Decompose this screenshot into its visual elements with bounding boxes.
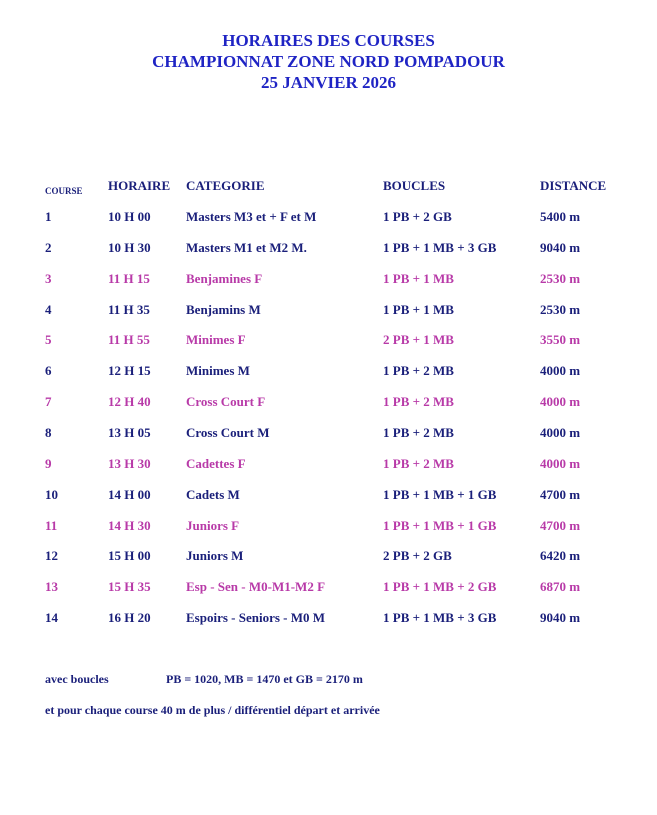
cell-horaire: 10 H 30 (108, 239, 151, 255)
cell-course: 9 (45, 455, 52, 471)
cell-distance: 9040 m (540, 239, 581, 255)
header-course: COURSE (45, 186, 83, 196)
cell-distance: 2530 m (540, 301, 581, 317)
cell-categorie: Cadettes F (186, 455, 246, 471)
title-line-3: 25 JANVIER 2026 (260, 73, 397, 92)
title-line-1: HORAIRES DES COURSES (222, 31, 435, 50)
cell-course: 5 (45, 332, 52, 348)
cell-boucles: 1 PB + 2 MB (383, 425, 454, 440)
cell-boucles: 2 PB + 2 GB (383, 548, 452, 564)
cell-horaire: 11 H 15 (108, 270, 150, 286)
header-boucles: BOUCLES (383, 178, 446, 193)
cell-categorie: Masters M1 et M2 M. (186, 239, 307, 255)
cell-categorie: Cross Court F (186, 394, 266, 410)
footer-boucles-label: avec boucles (45, 672, 109, 686)
footer-note: et pour chaque course 40 m de plus / différentiel départ et arrivée (45, 703, 380, 717)
cell-horaire: 11 H 55 (108, 332, 150, 348)
cell-categorie: Minimes M (186, 363, 250, 379)
cell-categorie: Cadets M (186, 486, 240, 502)
cell-distance: 6420 m (540, 548, 581, 564)
cell-horaire: 10 H 00 (108, 209, 151, 224)
cell-boucles: 1 PB + 2 MB (383, 394, 454, 410)
cell-distance: 4000 m (540, 455, 581, 471)
cell-categorie: Benjamines F (186, 270, 263, 286)
cell-course: 3 (45, 270, 52, 286)
cell-horaire: 14 H 30 (108, 517, 151, 533)
cell-distance: 5400 m (540, 209, 581, 224)
cell-distance: 2530 m (540, 270, 581, 286)
cell-boucles: 1 PB + 2 MB (383, 363, 454, 379)
cell-course: 12 (45, 548, 58, 564)
cell-distance: 3550 m (540, 332, 581, 348)
cell-distance: 4000 m (540, 394, 581, 410)
cell-categorie: Benjamins M (186, 301, 261, 317)
cell-categorie: Esp - Sen - M0-M1-M2 F (186, 579, 326, 595)
cell-course: 4 (45, 301, 52, 317)
cell-distance: 9040 m (540, 610, 581, 625)
cell-boucles: 1 PB + 1 MB (383, 270, 454, 286)
cell-distance: 4700 m (540, 517, 581, 533)
cell-categorie: Minimes F (186, 332, 246, 348)
cell-horaire: 12 H 15 (108, 363, 151, 379)
cell-distance: 4000 m (540, 363, 581, 379)
cell-categorie: Juniors M (186, 548, 244, 564)
cell-distance: 4700 m (540, 486, 581, 502)
cell-categorie: Espoirs - Seniors - M0 M (186, 610, 326, 625)
header-categorie: CATEGORIE (186, 178, 265, 193)
title-line-2: CHAMPIONNAT ZONE NORD POMPADOUR (152, 52, 505, 71)
cell-boucles: 1 PB + 2 MB (383, 455, 454, 471)
cell-horaire: 12 H 40 (108, 394, 151, 410)
cell-boucles: 1 PB + 1 MB (383, 301, 454, 317)
cell-course: 10 (45, 486, 58, 502)
cell-horaire: 15 H 35 (108, 579, 151, 595)
cell-course: 7 (45, 394, 52, 410)
cell-course: 14 (45, 610, 58, 625)
cell-horaire: 16 H 20 (108, 610, 151, 625)
cell-course: 11 (45, 517, 58, 533)
cell-horaire: 11 H 35 (108, 301, 150, 317)
cell-boucles: 1 PB + 1 MB + 3 GB (383, 239, 497, 255)
cell-boucles: 1 PB + 2 GB (383, 209, 452, 224)
cell-course: 8 (45, 425, 52, 440)
cell-horaire: 14 H 00 (108, 486, 151, 502)
cell-boucles: 1 PB + 1 MB + 3 GB (383, 610, 497, 625)
header-distance: DISTANCE (540, 178, 607, 193)
header-horaire: HORAIRE (108, 178, 171, 193)
cell-distance: 6870 m (540, 579, 581, 595)
cell-categorie: Cross Court M (186, 425, 270, 440)
cell-boucles: 2 PB + 1 MB (383, 332, 454, 348)
cell-course: 1 (45, 209, 52, 224)
footer-boucles-values: PB = 1020, MB = 1470 et GB = 2170 m (166, 672, 363, 686)
cell-course: 13 (45, 579, 58, 595)
cell-course: 2 (45, 239, 52, 255)
cell-boucles: 1 PB + 1 MB + 1 GB (383, 517, 497, 533)
cell-categorie: Masters M3 et + F et M (186, 209, 317, 224)
cell-horaire: 13 H 30 (108, 455, 151, 471)
cell-course: 6 (45, 363, 52, 379)
cell-distance: 4000 m (540, 425, 581, 440)
cell-boucles: 1 PB + 1 MB + 2 GB (383, 579, 497, 595)
cell-horaire: 13 H 05 (108, 425, 151, 440)
cell-boucles: 1 PB + 1 MB + 1 GB (383, 486, 497, 502)
cell-categorie: Juniors F (186, 517, 240, 533)
cell-horaire: 15 H 00 (108, 548, 151, 564)
